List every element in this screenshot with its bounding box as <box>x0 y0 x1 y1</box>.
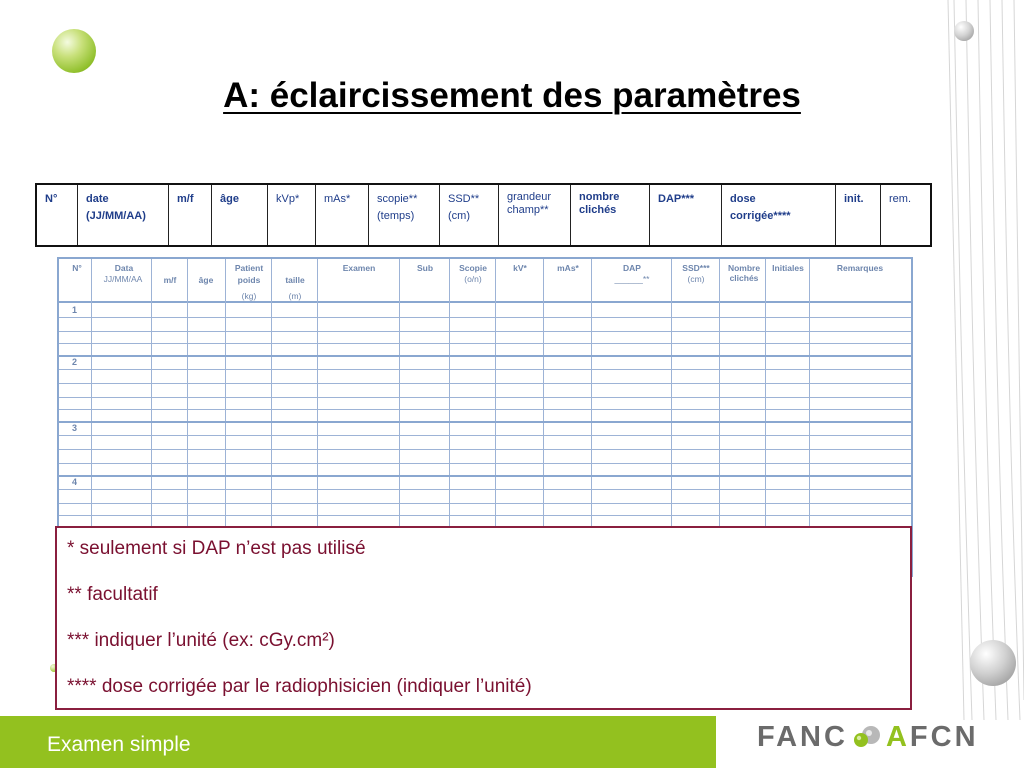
form-header-data: Data <box>114 263 134 273</box>
form-header-initiales: Initiales <box>772 263 804 273</box>
form-header-scopie: Scopie <box>459 263 487 273</box>
logo-text-afcn-initial: A <box>885 720 910 753</box>
logo-text-afcn-rest: FCN <box>909 720 979 753</box>
form-header-age: âge <box>198 275 214 285</box>
form-header-ssd: SSD*** <box>682 263 710 273</box>
param-cell-rem: rem. <box>889 193 911 205</box>
form-header-nombre: Nombre <box>727 263 761 273</box>
form-row-number: 3 <box>72 423 78 433</box>
form-header-taille: taille <box>285 275 305 285</box>
form-row-number: 4 <box>72 477 78 487</box>
form-header-remarques: Remarques <box>836 263 884 273</box>
param-cell-number: N° <box>37 185 78 245</box>
param-cell-grandeur-champ: grandeur champ** <box>499 185 571 245</box>
form-header-mas: mAs* <box>557 263 579 273</box>
param-cell-age: âge <box>212 185 268 245</box>
footnote-3: *** indiquer l’unité (ex: cGy.cm²) <box>67 630 335 651</box>
slide-title: A: éclaircissement des paramètres <box>223 76 801 115</box>
form-header-data-format: JJ/MM/AA <box>103 274 143 284</box>
footnote-1: * seulement si DAP n’est pas utilisé <box>67 538 366 559</box>
form-header-examen: Examen <box>342 263 376 273</box>
green-sphere-decoration <box>52 29 96 73</box>
form-header-kv: kV* <box>513 263 527 273</box>
param-cell-dose-corrigee: dose corrigée**** <box>722 185 836 245</box>
form-header-scopie-sub: (o/n) <box>464 274 482 284</box>
param-cell-date: date (JJ/MM/AA) <box>78 185 169 245</box>
footnote-4: **** dose corrigée par le radiophisicien (indiquer l’unité) <box>67 676 532 697</box>
form-header-dap: DAP <box>623 263 641 273</box>
grey-sphere-decoration <box>954 21 974 41</box>
fanc-afcn-logo <box>757 722 979 752</box>
param-cell-kvp: kVp* <box>268 185 316 245</box>
param-cell-dap: DAP*** <box>650 185 722 245</box>
form-header-mf: m/f <box>163 275 177 285</box>
footnotes-box <box>55 526 912 710</box>
footer-label: Examen simple <box>47 733 191 756</box>
param-cell-scopie: scopie** (temps) <box>369 185 440 245</box>
grey-sphere-large-decoration <box>970 640 1016 686</box>
form-row-number: 2 <box>72 357 78 367</box>
form-header-ssd-sub: (cm) <box>687 274 705 284</box>
form-header-dap-sub: ______** <box>614 274 650 284</box>
form-row-number: 1 <box>72 305 78 315</box>
param-cell-sex: m/f <box>169 185 212 245</box>
logo-text-afcn-part <box>886 721 979 753</box>
parameter-table <box>35 183 932 247</box>
form-header-sub: Sub <box>416 263 434 273</box>
form-header-poids: poids <box>237 275 261 285</box>
footnote-2: ** facultatif <box>67 584 158 605</box>
param-cell-ssd: SSD** (cm) <box>440 185 499 245</box>
param-cell-init: init. <box>836 185 881 245</box>
form-header-cliches: clichés <box>729 273 759 283</box>
logo-text-fanc: FANC <box>757 720 848 753</box>
param-cell-nombre-cliches: nombre clichés <box>571 185 650 245</box>
param-cell-mas: mAs* <box>316 185 369 245</box>
form-header-n: N° <box>72 263 82 273</box>
logo-spheres-icon <box>852 724 882 750</box>
logo-text-afcn <box>886 721 979 754</box>
form-header-taille-unit: (m) <box>288 291 302 301</box>
form-header-patient: Patient <box>234 263 264 273</box>
form-header-poids-unit: (kg) <box>241 291 257 301</box>
